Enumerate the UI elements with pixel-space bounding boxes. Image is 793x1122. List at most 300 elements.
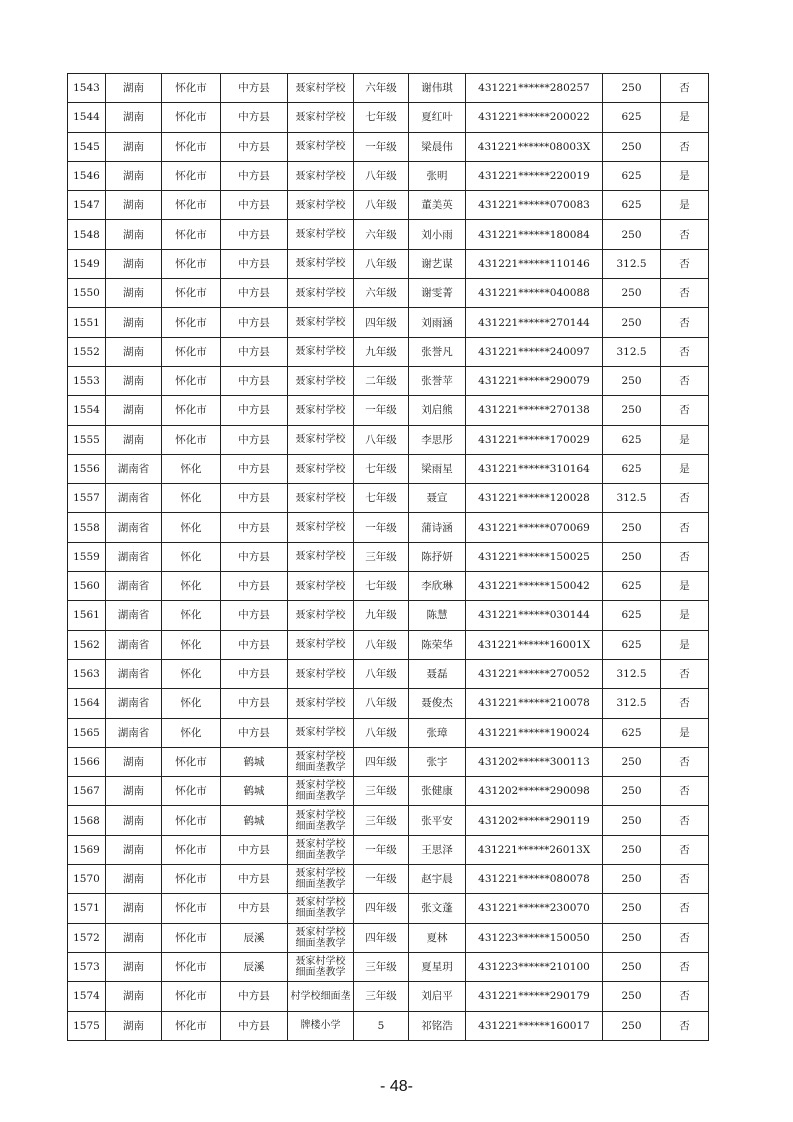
county-cell: 中方县 [221, 220, 288, 249]
row-number-cell: 1566 [68, 747, 106, 776]
row-number-cell: 1557 [68, 484, 106, 513]
city-cell: 怀化 [162, 659, 221, 688]
school-cell: 聂家村学校 细面垄教学 [288, 835, 354, 864]
school-cell: 聂家村学校 [288, 103, 354, 132]
student-name-cell: 李欣琳 [409, 572, 466, 601]
county-cell: 中方县 [221, 659, 288, 688]
id-number-cell: 431221******08003X [466, 132, 603, 161]
id-number-cell: 431221******080078 [466, 865, 603, 894]
school-cell: 聂家村学校 [288, 279, 354, 308]
grade-cell: 一年级 [354, 132, 409, 161]
row-number-cell: 1572 [68, 923, 106, 952]
student-name-cell: 陈荣华 [409, 630, 466, 659]
city-cell: 怀化市 [162, 191, 221, 220]
flag-cell: 是 [661, 454, 709, 483]
table-row [68, 396, 709, 425]
city-cell: 怀化市 [162, 396, 221, 425]
county-cell: 中方县 [221, 865, 288, 894]
grade-cell: 九年级 [354, 337, 409, 366]
school-cell: 聂家村学校 [288, 132, 354, 161]
student-name-cell: 刘启熊 [409, 396, 466, 425]
row-number-cell: 1563 [68, 659, 106, 688]
province-cell: 湖南省 [106, 513, 162, 542]
school-cell: 聂家村学校 [288, 542, 354, 571]
province-cell: 湖南省 [106, 572, 162, 601]
city-cell: 怀化 [162, 484, 221, 513]
amount-cell: 625 [603, 103, 661, 132]
grade-cell: 一年级 [354, 513, 409, 542]
flag-cell: 否 [661, 806, 709, 835]
city-cell: 怀化 [162, 513, 221, 542]
student-name-cell: 赵宇晨 [409, 865, 466, 894]
amount-cell: 312.5 [603, 689, 661, 718]
city-cell: 怀化市 [162, 425, 221, 454]
county-cell: 中方县 [221, 630, 288, 659]
flag-cell: 否 [661, 747, 709, 776]
county-cell: 中方县 [221, 132, 288, 161]
county-cell: 中方县 [221, 601, 288, 630]
city-cell: 怀化市 [162, 835, 221, 864]
school-cell: 聂家村学校 细面垄教学 [288, 952, 354, 981]
grade-cell: 八年级 [354, 659, 409, 688]
row-number-cell: 1571 [68, 894, 106, 923]
table-row [68, 132, 709, 161]
row-number-cell: 1558 [68, 513, 106, 542]
table-row [68, 952, 709, 981]
student-name-cell: 祁铭浩 [409, 1011, 466, 1040]
id-number-cell: 431221******110146 [466, 249, 603, 278]
row-number-cell: 1562 [68, 630, 106, 659]
school-cell: 聂家村学校 [288, 689, 354, 718]
table-row [68, 659, 709, 688]
flag-cell: 否 [661, 865, 709, 894]
city-cell: 怀化 [162, 718, 221, 747]
table-body [68, 74, 709, 1041]
amount-cell: 250 [603, 220, 661, 249]
city-cell: 怀化市 [162, 220, 221, 249]
id-number-cell: 431221******240097 [466, 337, 603, 366]
county-cell: 辰溪 [221, 923, 288, 952]
flag-cell: 否 [661, 132, 709, 161]
row-number-cell: 1549 [68, 249, 106, 278]
school-cell: 聂家村学校 细面垄教学 [288, 865, 354, 894]
school-cell: 聂家村学校 [288, 484, 354, 513]
city-cell: 怀化市 [162, 894, 221, 923]
amount-cell: 625 [603, 454, 661, 483]
amount-cell: 312.5 [603, 337, 661, 366]
id-number-cell: 431221******180084 [466, 220, 603, 249]
amount-cell: 625 [603, 718, 661, 747]
student-name-cell: 张明 [409, 161, 466, 190]
row-number-cell: 1559 [68, 542, 106, 571]
table-row [68, 689, 709, 718]
flag-cell: 否 [661, 513, 709, 542]
amount-cell: 250 [603, 74, 661, 103]
id-number-cell: 431221******26013X [466, 835, 603, 864]
school-cell: 聂家村学校 [288, 513, 354, 542]
province-cell: 湖南 [106, 923, 162, 952]
row-number-cell: 1547 [68, 191, 106, 220]
table-row [68, 337, 709, 366]
city-cell: 怀化 [162, 572, 221, 601]
grade-cell: 八年级 [354, 718, 409, 747]
county-cell: 中方县 [221, 103, 288, 132]
county-cell: 中方县 [221, 308, 288, 337]
flag-cell: 否 [661, 1011, 709, 1040]
grade-cell: 一年级 [354, 835, 409, 864]
table-row [68, 835, 709, 864]
amount-cell: 250 [603, 279, 661, 308]
province-cell: 湖南 [106, 366, 162, 395]
flag-cell: 是 [661, 572, 709, 601]
province-cell: 湖南 [106, 777, 162, 806]
amount-cell: 250 [603, 952, 661, 981]
city-cell: 怀化市 [162, 1011, 221, 1040]
grade-cell: 八年级 [354, 689, 409, 718]
province-cell: 湖南省 [106, 689, 162, 718]
student-name-cell: 张璋 [409, 718, 466, 747]
school-cell: 聂家村学校 细面垄教学 [288, 747, 354, 776]
student-name-cell: 张健康 [409, 777, 466, 806]
id-number-cell: 431221******270052 [466, 659, 603, 688]
province-cell: 湖南省 [106, 454, 162, 483]
student-name-cell: 董美英 [409, 191, 466, 220]
amount-cell: 625 [603, 191, 661, 220]
county-cell: 鹤城 [221, 747, 288, 776]
row-number-cell: 1553 [68, 366, 106, 395]
student-name-cell: 谢雯菁 [409, 279, 466, 308]
flag-cell: 是 [661, 191, 709, 220]
amount-cell: 250 [603, 366, 661, 395]
row-number-cell: 1575 [68, 1011, 106, 1040]
city-cell: 怀化市 [162, 982, 221, 1011]
grade-cell: 八年级 [354, 161, 409, 190]
grade-cell: 三年级 [354, 806, 409, 835]
city-cell: 怀化 [162, 454, 221, 483]
city-cell: 怀化市 [162, 103, 221, 132]
id-number-cell: 431221******230070 [466, 894, 603, 923]
flag-cell: 是 [661, 161, 709, 190]
table-row [68, 747, 709, 776]
city-cell: 怀化市 [162, 74, 221, 103]
id-number-cell: 431221******190024 [466, 718, 603, 747]
amount-cell: 250 [603, 542, 661, 571]
city-cell: 怀化市 [162, 161, 221, 190]
amount-cell: 312.5 [603, 659, 661, 688]
grade-cell: 四年级 [354, 747, 409, 776]
grade-cell: 六年级 [354, 74, 409, 103]
city-cell: 怀化市 [162, 308, 221, 337]
id-number-cell: 431223******150050 [466, 923, 603, 952]
amount-cell: 312.5 [603, 484, 661, 513]
flag-cell: 否 [661, 396, 709, 425]
id-number-cell: 431221******200022 [466, 103, 603, 132]
row-number-cell: 1561 [68, 601, 106, 630]
province-cell: 湖南 [106, 747, 162, 776]
student-name-cell: 谢伟琪 [409, 74, 466, 103]
table-row [68, 279, 709, 308]
student-name-cell: 梁晨伟 [409, 132, 466, 161]
flag-cell: 是 [661, 630, 709, 659]
flag-cell: 是 [661, 718, 709, 747]
student-name-cell: 李思彤 [409, 425, 466, 454]
id-number-cell: 431221******070083 [466, 191, 603, 220]
table-row [68, 308, 709, 337]
school-cell: 聂家村学校 细面垄教学 [288, 894, 354, 923]
county-cell: 中方县 [221, 513, 288, 542]
student-name-cell: 聂宣 [409, 484, 466, 513]
school-cell: 聂家村学校 细面垄教学 [288, 777, 354, 806]
school-cell: 牌楼小学 [288, 1011, 354, 1040]
school-cell: 聂家村学校 [288, 191, 354, 220]
page-number: - 48- [380, 1078, 413, 1095]
amount-cell: 250 [603, 982, 661, 1011]
id-number-cell: 431221******290179 [466, 982, 603, 1011]
city-cell: 怀化市 [162, 279, 221, 308]
row-number-cell: 1556 [68, 454, 106, 483]
grade-cell: 七年级 [354, 484, 409, 513]
student-name-cell: 聂俊杰 [409, 689, 466, 718]
amount-cell: 250 [603, 747, 661, 776]
student-name-cell: 王思泽 [409, 835, 466, 864]
flag-cell: 否 [661, 659, 709, 688]
amount-cell: 250 [603, 894, 661, 923]
amount-cell: 250 [603, 513, 661, 542]
flag-cell: 否 [661, 982, 709, 1011]
school-cell: 聂家村学校 [288, 396, 354, 425]
province-cell: 湖南 [106, 191, 162, 220]
amount-cell: 625 [603, 630, 661, 659]
province-cell: 湖南 [106, 249, 162, 278]
grade-cell: 四年级 [354, 923, 409, 952]
table-row [68, 542, 709, 571]
grade-cell: 一年级 [354, 865, 409, 894]
province-cell: 湖南 [106, 308, 162, 337]
flag-cell: 是 [661, 425, 709, 454]
grade-cell: 七年级 [354, 454, 409, 483]
table-row [68, 161, 709, 190]
grade-cell: 5 [354, 1011, 409, 1040]
flag-cell: 是 [661, 601, 709, 630]
grade-cell: 六年级 [354, 279, 409, 308]
student-name-cell: 张誉凡 [409, 337, 466, 366]
province-cell: 湖南省 [106, 659, 162, 688]
school-cell: 聂家村学校 [288, 454, 354, 483]
city-cell: 怀化市 [162, 249, 221, 278]
student-name-cell: 张誉苹 [409, 366, 466, 395]
row-number-cell: 1544 [68, 103, 106, 132]
table-row [68, 777, 709, 806]
table-row [68, 718, 709, 747]
province-cell: 湖南 [106, 1011, 162, 1040]
flag-cell: 否 [661, 220, 709, 249]
county-cell: 鹤城 [221, 777, 288, 806]
city-cell: 怀化 [162, 542, 221, 571]
county-cell: 鹤城 [221, 806, 288, 835]
school-cell: 聂家村学校 [288, 308, 354, 337]
amount-cell: 250 [603, 308, 661, 337]
table-row [68, 630, 709, 659]
county-cell: 中方县 [221, 74, 288, 103]
city-cell: 怀化市 [162, 865, 221, 894]
amount-cell: 250 [603, 132, 661, 161]
row-number-cell: 1555 [68, 425, 106, 454]
school-cell: 聂家村学校 细面垄教学 [288, 923, 354, 952]
flag-cell: 否 [661, 484, 709, 513]
province-cell: 湖南 [106, 835, 162, 864]
student-name-cell: 聂磊 [409, 659, 466, 688]
student-name-cell: 张宇 [409, 747, 466, 776]
grade-cell: 四年级 [354, 894, 409, 923]
province-cell: 湖南 [106, 894, 162, 923]
county-cell: 中方县 [221, 337, 288, 366]
school-cell: 聂家村学校 [288, 572, 354, 601]
id-number-cell: 431221******070069 [466, 513, 603, 542]
amount-cell: 250 [603, 923, 661, 952]
amount-cell: 625 [603, 601, 661, 630]
province-cell: 湖南 [106, 161, 162, 190]
grade-cell: 二年级 [354, 366, 409, 395]
flag-cell: 否 [661, 894, 709, 923]
school-cell: 聂家村学校 [288, 366, 354, 395]
id-number-cell: 431221******120028 [466, 484, 603, 513]
row-number-cell: 1565 [68, 718, 106, 747]
table-row [68, 923, 709, 952]
city-cell: 怀化 [162, 601, 221, 630]
id-number-cell: 431202******300113 [466, 747, 603, 776]
province-cell: 湖南 [106, 103, 162, 132]
flag-cell: 否 [661, 689, 709, 718]
table-row [68, 74, 709, 103]
county-cell: 中方县 [221, 249, 288, 278]
student-name-cell: 蒲诗涵 [409, 513, 466, 542]
table-row [68, 249, 709, 278]
grade-cell: 八年级 [354, 425, 409, 454]
school-cell: 聂家村学校 [288, 161, 354, 190]
row-number-cell: 1568 [68, 806, 106, 835]
grade-cell: 六年级 [354, 220, 409, 249]
student-name-cell: 夏红叶 [409, 103, 466, 132]
grade-cell: 三年级 [354, 777, 409, 806]
amount-cell: 250 [603, 806, 661, 835]
flag-cell: 否 [661, 542, 709, 571]
school-cell: 聂家村学校 [288, 249, 354, 278]
student-name-cell: 刘雨涵 [409, 308, 466, 337]
flag-cell: 否 [661, 923, 709, 952]
table-row [68, 220, 709, 249]
flag-cell: 否 [661, 74, 709, 103]
student-name-cell: 陈慧 [409, 601, 466, 630]
grade-cell: 一年级 [354, 396, 409, 425]
student-name-cell: 张平安 [409, 806, 466, 835]
student-name-cell: 夏林 [409, 923, 466, 952]
flag-cell: 否 [661, 249, 709, 278]
id-number-cell: 431221******290079 [466, 366, 603, 395]
row-number-cell: 1550 [68, 279, 106, 308]
table-row [68, 454, 709, 483]
amount-cell: 250 [603, 865, 661, 894]
id-number-cell: 431202******290098 [466, 777, 603, 806]
flag-cell: 否 [661, 952, 709, 981]
grade-cell: 八年级 [354, 630, 409, 659]
county-cell: 中方县 [221, 572, 288, 601]
student-subsidy-table [67, 73, 709, 1041]
flag-cell: 否 [661, 366, 709, 395]
id-number-cell: 431221******160017 [466, 1011, 603, 1040]
county-cell: 辰溪 [221, 952, 288, 981]
school-cell: 聂家村学校 [288, 337, 354, 366]
id-number-cell: 431221******270138 [466, 396, 603, 425]
row-number-cell: 1543 [68, 74, 106, 103]
province-cell: 湖南 [106, 952, 162, 981]
province-cell: 湖南 [106, 220, 162, 249]
grade-cell: 三年级 [354, 542, 409, 571]
amount-cell: 625 [603, 161, 661, 190]
county-cell: 中方县 [221, 542, 288, 571]
id-number-cell: 431221******150025 [466, 542, 603, 571]
row-number-cell: 1574 [68, 982, 106, 1011]
id-number-cell: 431221******220019 [466, 161, 603, 190]
row-number-cell: 1560 [68, 572, 106, 601]
student-name-cell: 陈抒妍 [409, 542, 466, 571]
grade-cell: 三年级 [354, 952, 409, 981]
row-number-cell: 1569 [68, 835, 106, 864]
county-cell: 中方县 [221, 191, 288, 220]
row-number-cell: 1545 [68, 132, 106, 161]
county-cell: 中方县 [221, 366, 288, 395]
flag-cell: 否 [661, 835, 709, 864]
grade-cell: 七年级 [354, 103, 409, 132]
amount-cell: 250 [603, 835, 661, 864]
province-cell: 湖南 [106, 132, 162, 161]
province-cell: 湖南省 [106, 484, 162, 513]
county-cell: 中方县 [221, 484, 288, 513]
province-cell: 湖南 [106, 982, 162, 1011]
table-row [68, 513, 709, 542]
row-number-cell: 1552 [68, 337, 106, 366]
city-cell: 怀化市 [162, 747, 221, 776]
grade-cell: 八年级 [354, 191, 409, 220]
row-number-cell: 1564 [68, 689, 106, 718]
table-row [68, 894, 709, 923]
student-name-cell: 刘启平 [409, 982, 466, 1011]
school-cell: 聂家村学校 [288, 659, 354, 688]
city-cell: 怀化市 [162, 132, 221, 161]
id-number-cell: 431223******210100 [466, 952, 603, 981]
province-cell: 湖南 [106, 279, 162, 308]
table-row [68, 1011, 709, 1040]
student-name-cell: 夏星玥 [409, 952, 466, 981]
grade-cell: 四年级 [354, 308, 409, 337]
city-cell: 怀化 [162, 630, 221, 659]
row-number-cell: 1551 [68, 308, 106, 337]
county-cell: 中方县 [221, 689, 288, 718]
school-cell: 聂家村学校 [288, 74, 354, 103]
city-cell: 怀化市 [162, 806, 221, 835]
school-cell: 村学校细面垄 [288, 982, 354, 1011]
province-cell: 湖南 [106, 396, 162, 425]
county-cell: 中方县 [221, 894, 288, 923]
table-row [68, 865, 709, 894]
id-number-cell: 431221******16001X [466, 630, 603, 659]
province-cell: 湖南 [106, 337, 162, 366]
city-cell: 怀化市 [162, 952, 221, 981]
amount-cell: 625 [603, 425, 661, 454]
id-number-cell: 431221******030144 [466, 601, 603, 630]
student-name-cell: 刘小雨 [409, 220, 466, 249]
id-number-cell: 431221******270144 [466, 308, 603, 337]
city-cell: 怀化市 [162, 777, 221, 806]
